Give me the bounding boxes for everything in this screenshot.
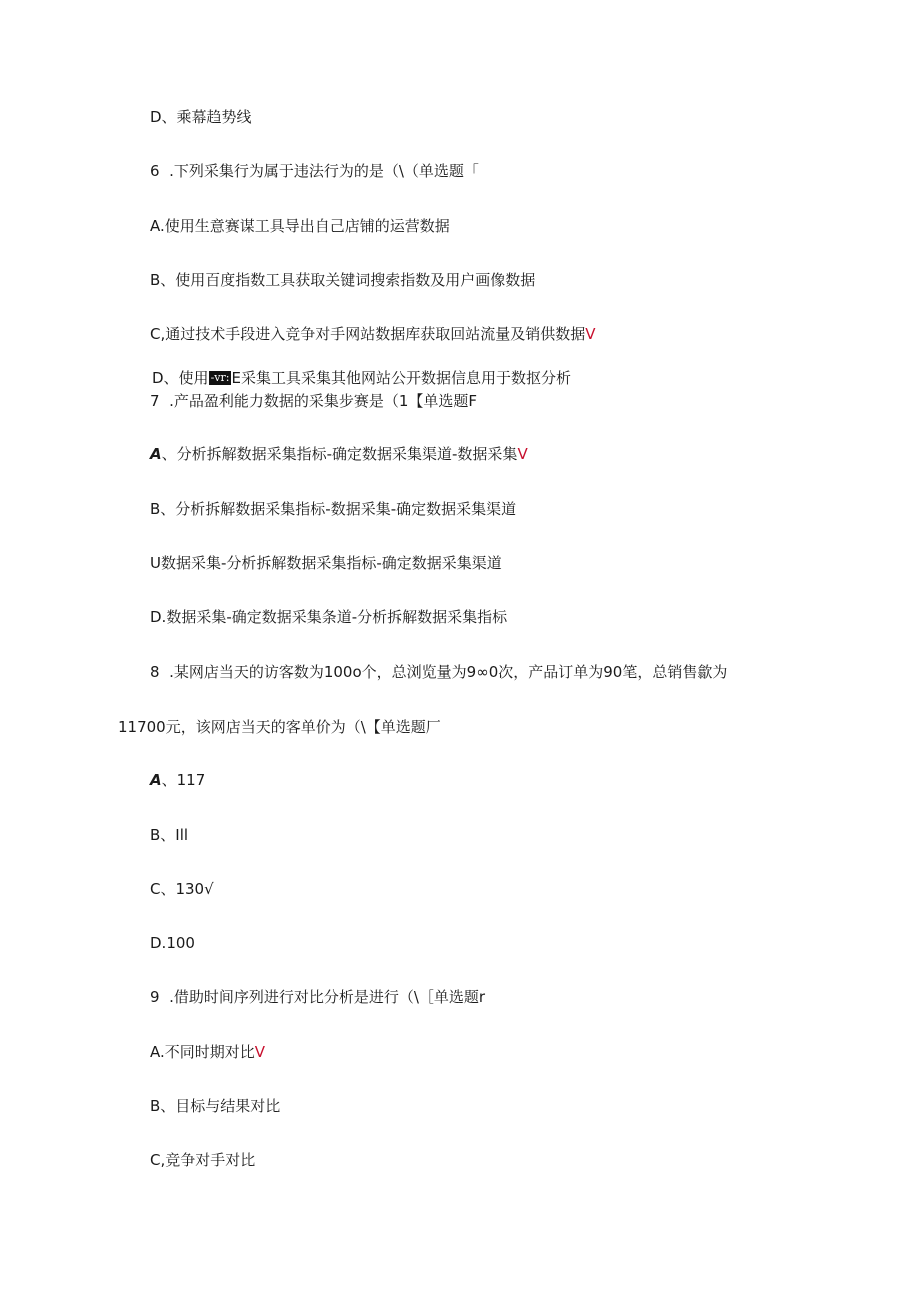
option-a-q6 (150, 216, 450, 236)
option-b-q7 (150, 499, 516, 519)
option-text: B、使用百度指数工具获取关键词搜索指数及用户画像数据 (150, 271, 536, 289)
question-text: 6 .下列采集行为属于违法行为的是（\（单选题「 (150, 162, 479, 180)
option-c-q7 (150, 553, 502, 573)
question-6 (150, 161, 479, 181)
correct-mark: V (254, 1043, 266, 1061)
option-b-q8 (150, 825, 188, 845)
option-c-q6 (150, 324, 596, 344)
option-a-q9 (150, 1042, 265, 1062)
correct-mark: V (585, 325, 596, 343)
question-text: 7 .产品盈利能力数据的采集步赛是（1【单选题F (150, 392, 478, 410)
question-8-continued (118, 717, 441, 737)
correct-mark: V (517, 445, 528, 463)
option-text: D、乘幕趋势线 (150, 108, 252, 126)
question-8 (150, 662, 727, 682)
option-text: U数据采集-分析拆解数据采集指标-确定数据采集渠道 (150, 554, 502, 572)
option-b-q9 (150, 1096, 280, 1116)
redacted-box: -vr: (210, 371, 230, 384)
option-text: 、117 (161, 771, 206, 789)
question-text: 8 .某网店当天的访客数为100o个，总浏览量为9∞0次，产品订单为90笔，总销售歙为 (150, 663, 728, 681)
option-letter: A (150, 445, 162, 463)
option-text: B、目标与结果对比 (150, 1097, 281, 1115)
option-text: C,竞争对手对比 (150, 1151, 256, 1169)
option-d-q5 (150, 107, 252, 127)
option-text: A.使用生意赛谋工具导出自己店铺的运营数据 (150, 217, 450, 235)
question-9 (150, 987, 485, 1007)
option-text: C、130√ (150, 880, 214, 898)
option-b-q6 (150, 270, 535, 290)
option-text: D.100 (150, 934, 195, 952)
option-d-q7 (150, 607, 507, 627)
question-7 (150, 391, 477, 411)
option-a-q7 (150, 444, 528, 464)
option-d-q8 (150, 933, 195, 953)
option-letter: A (150, 771, 162, 789)
option-text-prefix: D、使用 (152, 369, 209, 387)
option-text: B、分析拆解数据采集指标-数据采集-确定数据采集渠道 (150, 500, 517, 518)
option-c-q9 (150, 1150, 255, 1170)
option-text: C,通过技术手段进入竞争对手网站数据库获取回站流量及销供数据 (150, 325, 586, 343)
option-text: D.数据采集-确定数据采集条道-分析拆解数据采集指标 (150, 608, 508, 626)
option-a-q8 (150, 770, 205, 790)
option-c-q8 (150, 879, 214, 899)
option-text: 、分析拆解数据采集指标-确定数据采集渠道-数据采集 (161, 445, 518, 463)
option-text-suffix: E采集工具采集其他网站公开数据信息用于数抠分析 (231, 369, 571, 387)
question-text: 11700元，该网店当天的客单价为（\【单选题厂 (118, 718, 441, 736)
option-text: B、Ill (150, 826, 189, 844)
option-text: A.不同时期对比 (150, 1043, 255, 1061)
question-text: 9 .借助时间序列进行对比分析是进行（\［单选题r (150, 988, 486, 1006)
option-d-q6 (152, 368, 571, 388)
